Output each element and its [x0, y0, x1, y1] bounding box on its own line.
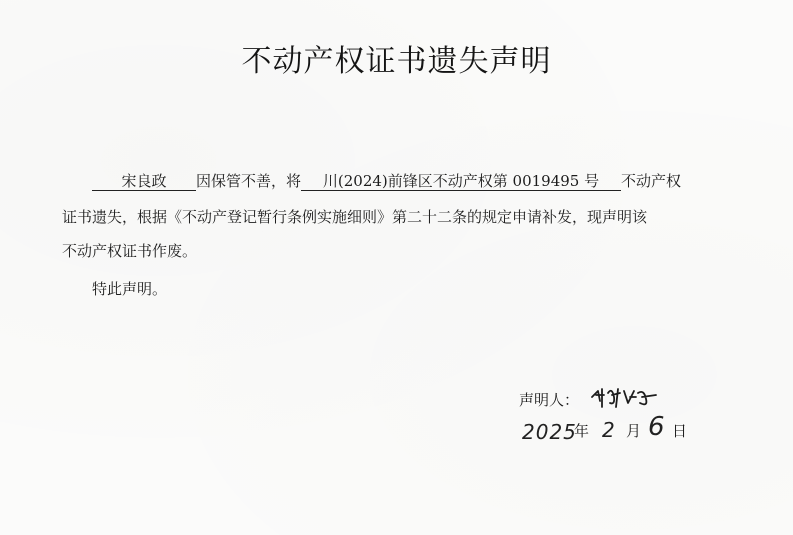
declarant-name-field: 宋良政 — [92, 172, 196, 191]
day-unit: 日 — [672, 422, 688, 440]
page-title: 不动产权证书遗失声明 — [241, 44, 552, 79]
statement-line-3: 不动产权证书作废。 — [62, 242, 198, 260]
year-unit: 年 — [574, 422, 590, 440]
date-block — [522, 414, 722, 454]
handwritten-year: 2025 — [522, 420, 577, 444]
statement-line-2: 证书遗失，根据《不动产登记暂行条例实施细则》第二十二条的规定申请补发，现声明该 — [62, 208, 648, 226]
handwritten-signature — [588, 383, 660, 415]
signature-block — [519, 383, 660, 415]
signature-label: 声明人： — [519, 390, 580, 409]
closing-line — [62, 278, 742, 299]
signature-scribble-icon — [588, 383, 660, 411]
statement-text-after-cert: 不动产权 — [621, 172, 682, 190]
certificate-number-field: 川(2024)前锋区不动产权第 0019495 号 — [301, 172, 621, 191]
month-unit: 月 — [626, 422, 642, 440]
handwritten-month: 2 — [602, 418, 615, 442]
handwritten-day: 6 — [648, 412, 665, 442]
closing-text: 特此声明。 — [92, 280, 168, 298]
statement-text-before-cert: 因保管不善，将 — [196, 172, 302, 190]
statement-line-1 — [62, 170, 742, 191]
